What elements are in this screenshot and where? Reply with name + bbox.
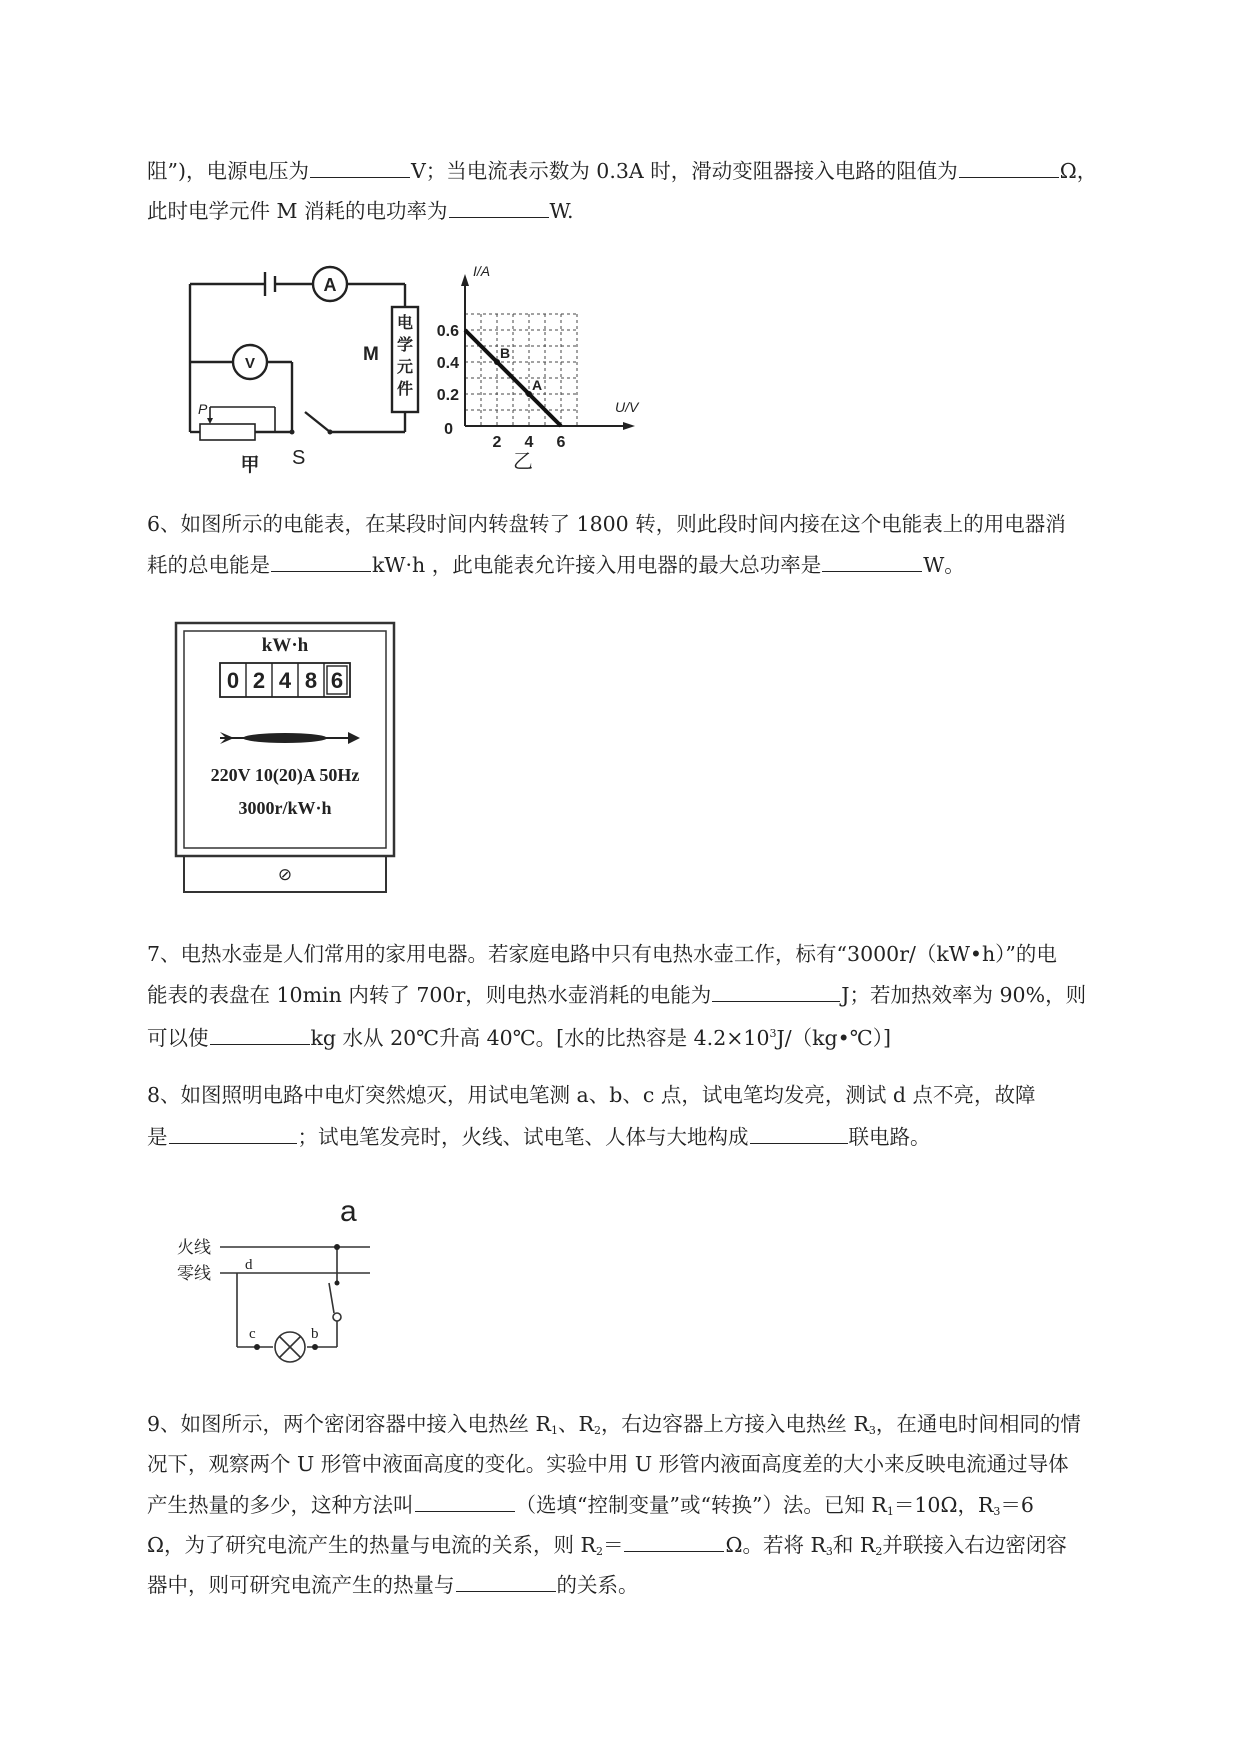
live-wire-label: 火线 (177, 1238, 211, 1258)
x-tick-label: 4 (524, 434, 534, 451)
q6-line-1: 6、如图所示的电能表，在某段时间内转盘转了 1800 转，则此段时间内接在这个电能表上的用电器消 (147, 512, 1066, 536)
neutral-wire-label: 零线 (177, 1264, 211, 1284)
answer-blank-method[interactable] (415, 1489, 515, 1512)
svg-text:学: 学 (396, 337, 414, 354)
q9-line-3: 产生热量的多少，这种方法叫 （选填“控制变量”或“转换”）法。已知 $R_1=10\Omega$，$R_3=6$ (147, 1489, 1034, 1527)
answer-blank-max-power[interactable] (822, 549, 922, 572)
element-m-label: M (363, 344, 379, 365)
element-box-text (397, 313, 413, 398)
q7-line-2: 能表的表盘在 10min 内转了 700r，则电热水壶消耗的电能为 J；若加热效率为 90%，则 (147, 979, 1086, 1010)
point-a-label: a (340, 1195, 357, 1228)
point-b-label: B (500, 345, 511, 361)
svg-text:4: 4 (278, 668, 292, 693)
meter-rating: 220V 10(20)A 50Hz (210, 765, 360, 785)
q9-line-4: Ω，为了研究电流产生的热量与电流的关系，则 $R_2= \Omega$。若将 $R_3$和 $R_2$并联接入右边密闭容 (147, 1529, 1067, 1567)
y-tick-label: 0.2 (436, 387, 459, 404)
answer-blank-relation[interactable] (456, 1569, 556, 1592)
q9-line-1: 9、如图所示，两个密闭容器中接入电热丝 $R_1$、$R_2$，右边容器上方接入电热丝 $R_3$，在通电时间相同的情 (147, 1412, 1081, 1437)
voltmeter-label: V (244, 355, 256, 372)
answer-blank-power[interactable] (449, 195, 549, 218)
lighting-circuit (175, 1185, 375, 1370)
meter-digits (227, 668, 343, 693)
ammeter-label: A (323, 275, 337, 295)
origin-label: 0 (444, 421, 453, 438)
figure-caption-jia: 甲 (240, 454, 260, 476)
answer-blank-water-mass[interactable] (210, 1022, 310, 1045)
x-axis-label: U/V (615, 399, 639, 415)
x-tick-label: 6 (556, 434, 566, 451)
svg-text:2: 2 (252, 668, 266, 693)
answer-blank-electric-energy[interactable] (712, 979, 840, 1002)
svg-text:元: 元 (396, 359, 414, 376)
svg-text:0: 0 (226, 668, 240, 693)
q8-line-2: 是 ；试电笔发亮时，火线、试电笔、人体与大地构成 联电路。 (147, 1121, 931, 1152)
y-tick-label: 0.6 (436, 323, 459, 340)
y-axis-arrow-icon (461, 274, 469, 286)
iu-graph-yi (425, 262, 650, 474)
circuit-diagram-jia (180, 262, 420, 477)
terminal-screw-icon: ⊘ (277, 865, 293, 885)
meter-unit: kW·h (261, 635, 309, 656)
point-b-label: b (311, 1326, 319, 1342)
figure-caption-yi: 乙 (513, 449, 533, 473)
q9-line-2: 况下，观察两个 U 形管中液面高度的变化。实验中用 U 形管内液面高度差的大小来反映电流通过导体 (147, 1452, 1069, 1476)
answer-blank-fault[interactable] (169, 1121, 297, 1144)
q9-line-5: 器中，则可研究电流产生的热量与 的关系。 (147, 1569, 639, 1600)
x-tick-label: 2 (492, 434, 502, 451)
y-axis-label: I/A (473, 263, 491, 279)
slider-p-label: P (198, 401, 208, 417)
q7-line-1: 7、电热水壶是人们常用的家用电器。若家庭电路中只有电热水壶工作，标有“3000r/（kW•h）”的电 (147, 942, 1057, 966)
meter-constant: 3000r/kW·h (238, 798, 332, 818)
q7-line-3: 可以使 kg 水从 20℃升高 40℃。[水的比热容是 $4.2\times 10^3J/(kg•℃)$] (147, 1019, 891, 1053)
q6-line-2: 耗的总电能是 kW·h ，此电能表允许接入用电器的最大总功率是 W。 (147, 549, 965, 580)
x-axis-arrow-icon (623, 422, 635, 430)
q8-line-1: 8、如图照明电路中电灯突然熄灭，用试电笔测 a、b、c 点，试电笔均发亮，测试 d 点不亮，故障 (147, 1083, 1036, 1107)
answer-blank-energy[interactable] (271, 549, 371, 572)
svg-text:8: 8 (304, 668, 318, 693)
svg-text:件: 件 (396, 381, 414, 398)
answer-blank-r2[interactable] (624, 1529, 724, 1552)
answer-blank-resistance[interactable] (959, 155, 1059, 178)
rotating-disc-icon (220, 732, 360, 744)
electric-meter (170, 618, 400, 896)
q5-line-2: 此时电学元件 M 消耗的电功率为 W. (147, 195, 574, 226)
answer-blank-connection[interactable] (750, 1121, 848, 1144)
graph-grid (465, 314, 577, 426)
point-a-label: A (532, 377, 543, 393)
point-c-label: c (249, 1326, 256, 1342)
svg-text:电: 电 (396, 315, 414, 332)
switch-s-label: S (292, 447, 306, 469)
answer-blank-voltage[interactable] (310, 155, 410, 178)
q5-line-1: 阻”)，电源电压为 V；当电流表示数为 0.3A 时，滑动变阻器接入电路的阻值为 Ω， (147, 155, 1097, 186)
y-tick-label: 0.4 (436, 355, 459, 372)
point-d-label: d (245, 1257, 253, 1273)
svg-text:6: 6 (330, 668, 344, 693)
